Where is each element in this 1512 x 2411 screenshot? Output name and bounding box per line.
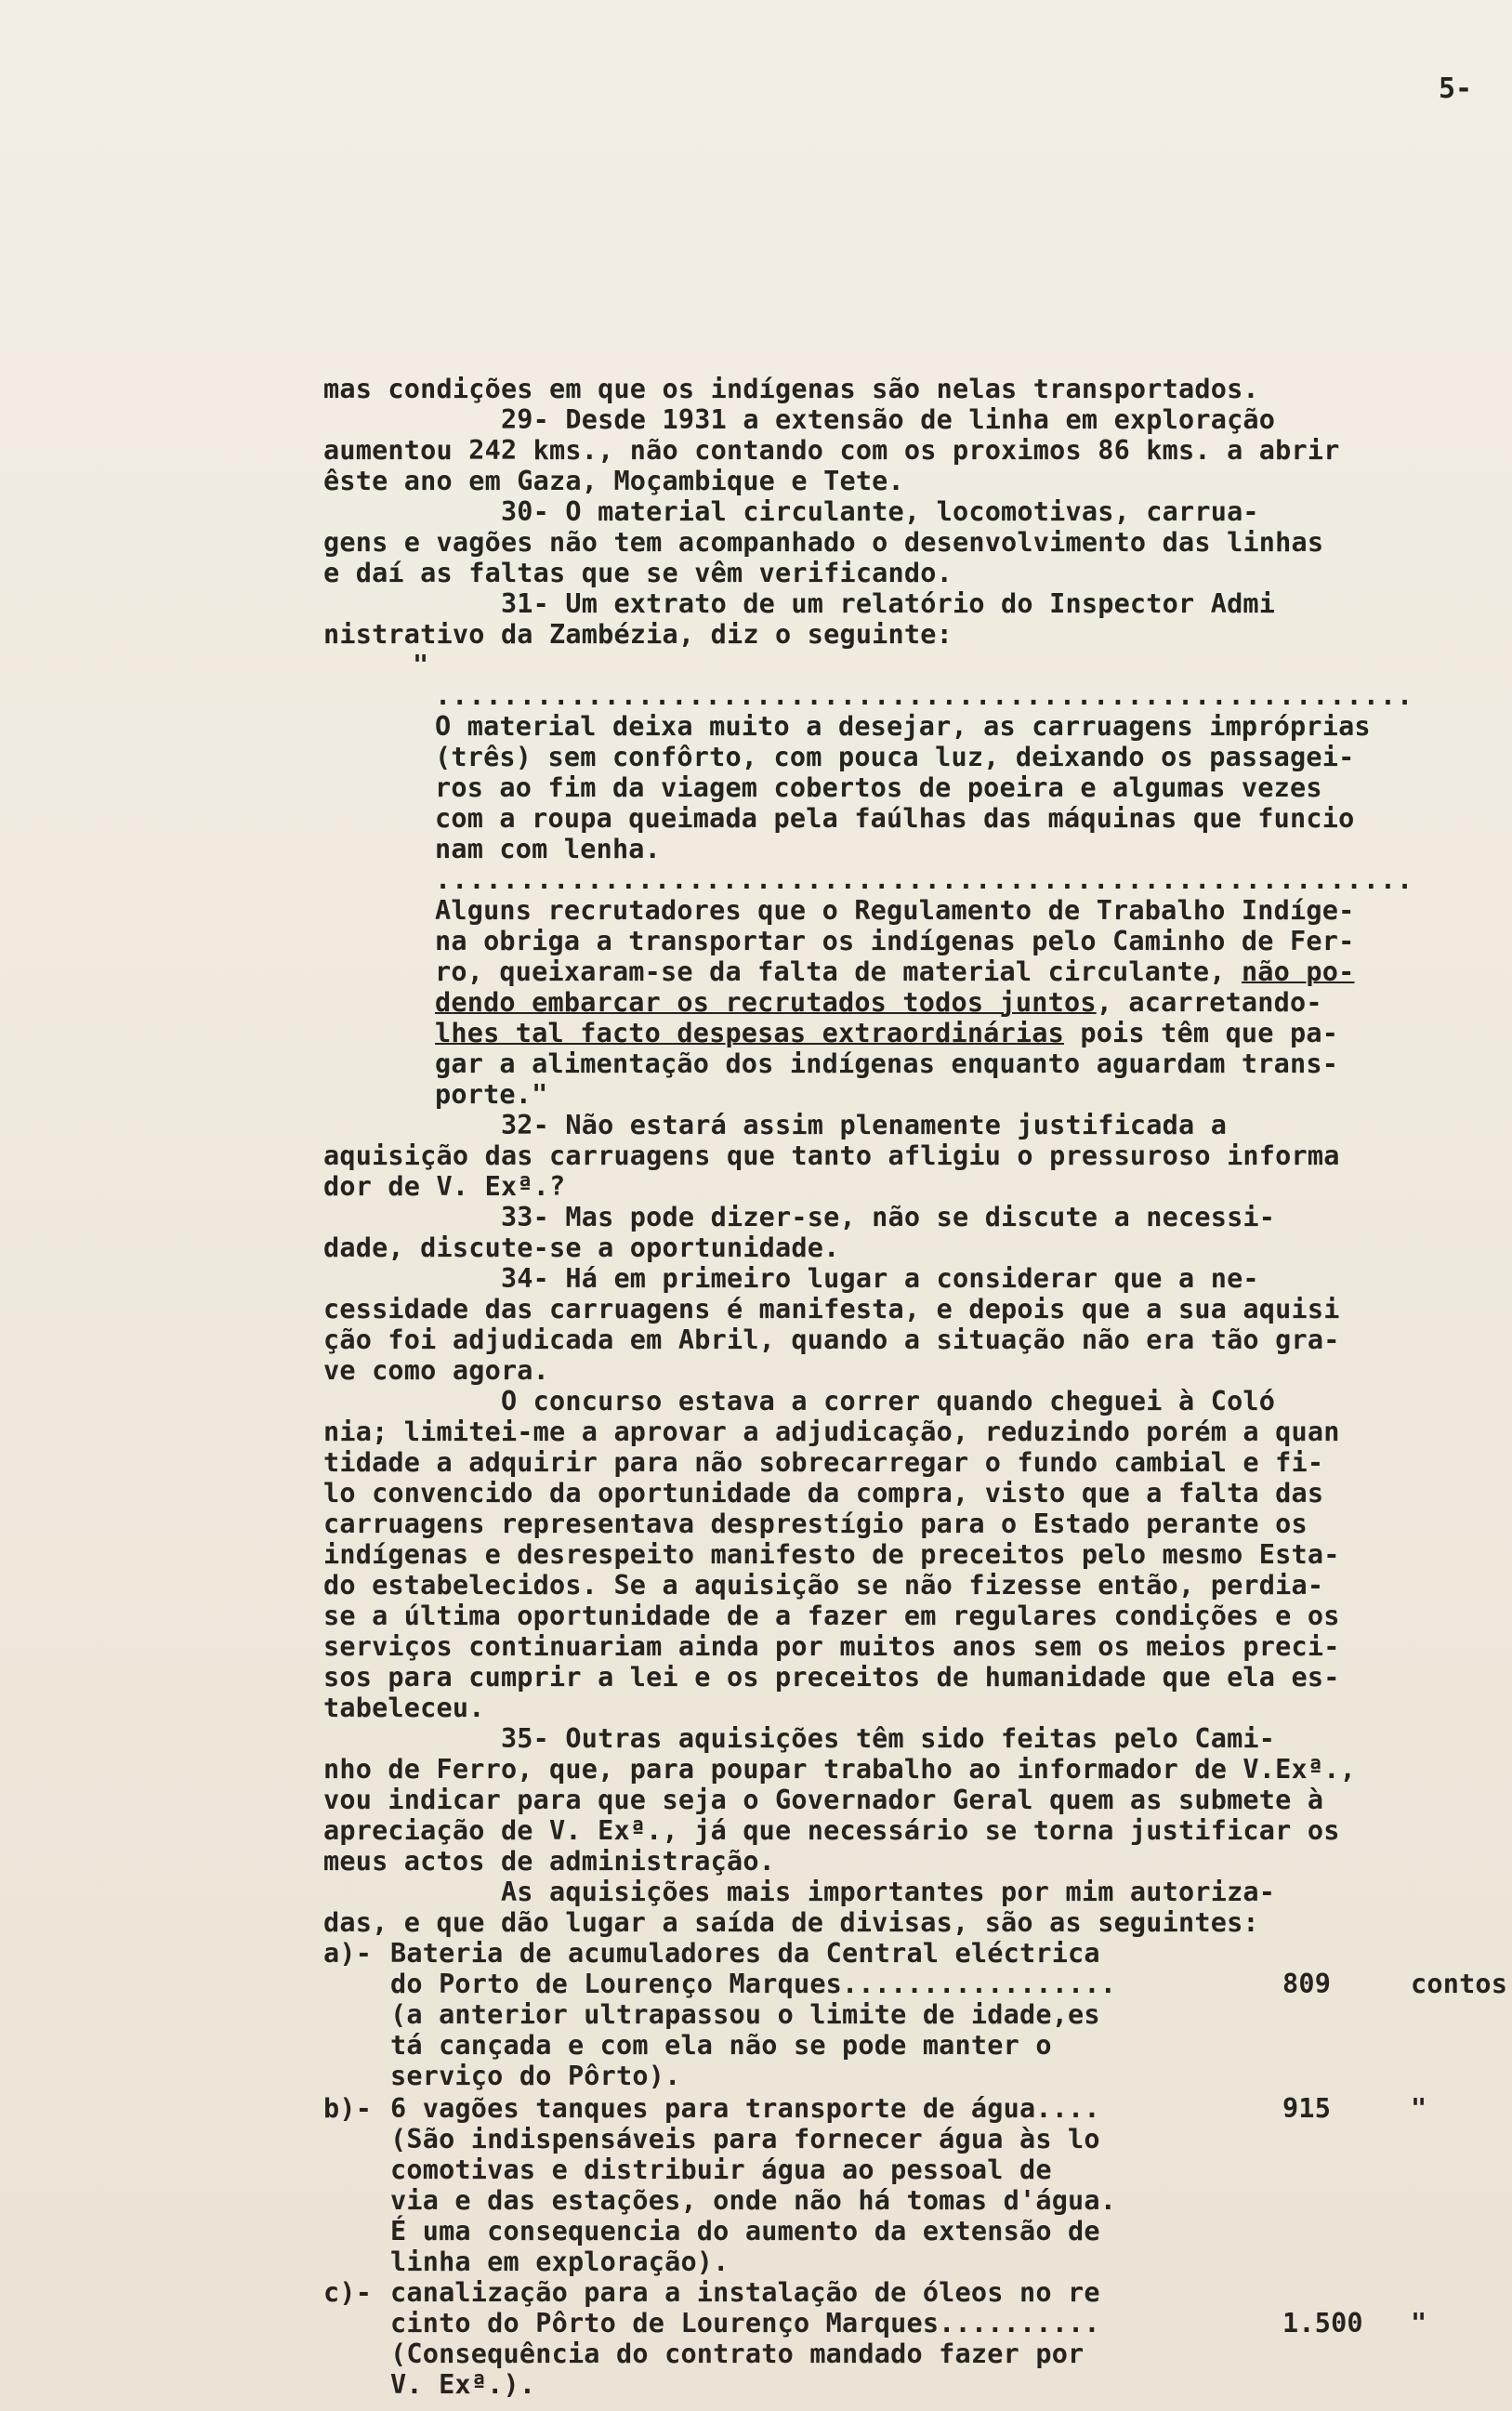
item-note: (a anterior ultrapassou o limite de idade,es [390,1999,1100,2030]
page-number: 5- [1439,72,1473,105]
body-text [323,374,1508,2400]
item-note: tá cançada e com ela não se pode manter o [390,2030,1052,2061]
item-value: 915 [1282,2093,1332,2124]
text-line: vou indicar para que seja o Governador Geral quem as submete à [323,1785,1324,1815]
ellipsis-line: .......................................................... [435,680,1414,711]
text-line: serviços continuariam ainda por muitos anos sem os meios preci- [323,1631,1340,1662]
text-line: ve como agora. [323,1355,550,1386]
item-unit: contos [1411,1969,1508,1999]
acquisition-item-c [323,2277,1504,2308]
text-line: As aquisições mais importantes por mim autoriza- [323,1877,1276,1907]
item-description: canalização para a instalação de óleos no re [390,2277,1100,2308]
underlined-text: não po- [1241,956,1355,987]
item-note: É uma consequencia do aumento da extensão de [390,2216,1100,2246]
text-line: cessidade das carruagens é manifesta, e depois que a sua aquisi [323,1294,1340,1324]
acquisition-item-c-amount [323,2308,1504,2339]
text-line: nistrativo da Zambézia, diz o seguinte: [323,619,953,650]
text-line: dor de V. Exª.? [323,1171,566,1202]
text-line: aquisição das carruagens que tanto afligiu o pressuroso informa [323,1140,1340,1171]
item-label: b)- [323,2093,373,2124]
quote-line: nam com lenha. [435,834,662,864]
quote-line: na obriga a transportar os indígenas pelo Caminho de Fer- [435,926,1355,956]
text-line: 34- Há em primeiro lugar a considerar que a ne- [323,1263,1259,1294]
text-line: 35- Outras aquisições têm sido feitas pelo Cami- [323,1723,1276,1754]
item-label: a)- [323,1938,373,1969]
text-line: 33- Mas pode dizer-se, não se discute a necessi- [323,1202,1276,1232]
item-description: cinto do Pôrto de Lourenço Marques.......... [390,2308,1100,2339]
item-value: 1.500 [1282,2308,1363,2339]
text-line: indígenas e desrespeito manifesto de preceitos pelo mesmo Esta- [323,1539,1340,1570]
quote-line: ros ao fim da viagem cobertos de poeira e algumas vezes [435,772,1322,803]
acquisition-item-a-amount [323,1969,1508,1999]
item-note: linha em exploração). [390,2246,730,2277]
quote-open: " [413,650,429,680]
quoted-report [323,650,1504,1110]
text-line: nia; limitei-me a aprovar a adjudicação, reduzindo porém a quan [323,1416,1340,1447]
item-note: (São indispensáveis para fornecer água às lo [390,2124,1100,2154]
quote-line [323,987,1504,1018]
text-line: do estabelecidos. Se a aquisição se não fizesse então, perdia- [323,1570,1324,1601]
quote-line: com a roupa queimada pela faúlhas das máquinas que funcio [435,803,1355,834]
quote-line [323,956,1504,987]
item-unit: " [1411,2093,1427,2124]
text-line: êste ano em Gaza, Moçambique e Tete. [323,466,904,496]
quote-text: ro, queixaram-se da falta de material circulante, [435,956,1242,987]
item-note: V. Exª.). [390,2369,536,2400]
quote-line: (três) sem confôrto, com pouca luz, deixando os passagei- [435,742,1355,772]
item-value: 809 [1282,1969,1332,1999]
text-line: carruagens representava desprestígio para o Estado perante os [323,1509,1308,1539]
text-line: 29- Desde 1931 a extensão de linha em exploração [323,404,1276,435]
item-note: serviço do Pôrto). [390,2061,681,2091]
text-line: aumentou 242 kms., não contando com os proximos 86 kms. a abrir [323,435,1340,466]
item-description: Bateria de acumuladores da Central eléctrica [390,1938,1100,1969]
text-line: lo convencido da oportunidade da compra, visto que a falta das [323,1478,1324,1509]
text-line: das, e que dão lugar a saída de divisas, são as seguintes: [323,1907,1259,1938]
quote-line: O material deixa muito a desejar, as carruagens impróprias [435,711,1371,742]
text-line: O concurso estava a correr quando cheguei à Coló [323,1386,1276,1416]
acquisition-item-b [323,2093,1504,2124]
item-label: c)- [323,2277,373,2308]
text-line: 32- Não estará assim plenamente justificada a [323,1110,1228,1140]
text-line: meus actos de administração. [323,1846,776,1877]
item-unit: " [1411,2308,1427,2339]
text-line: e daí as faltas que se vêm verificando. [323,558,953,588]
item-note: comotivas e distribuir água ao pessoal de [390,2154,1052,2185]
quote-text: , acarretando- [1096,987,1322,1018]
text-line: sos para cumprir a lei e os preceitos de humanidade que ela es- [323,1662,1340,1693]
quote-line: porte." [435,1079,548,1110]
quote-line [323,1018,1504,1048]
text-line: 31- Um extrato de um relatório do Inspector Admi [323,588,1276,619]
item-note: via e das estações, onde não há tomas d'água. [390,2185,1117,2216]
quote-text: pois têm que pa- [1063,1018,1339,1048]
quote-line: Alguns recrutadores que o Regulamento de Trabalho Indíge- [435,895,1355,926]
text-line: nho de Ferro, que, para poupar trabalho ao informador de V.Exª., [323,1754,1356,1785]
underlined-text: lhes tal facto despesas extraordinárias [435,1018,1064,1048]
text-line: tidade a adquirir para não sobrecarregar o fundo cambial e fi- [323,1447,1324,1478]
text-line: ção foi adjudicada em Abril, quando a situação não era tão gra- [323,1324,1340,1355]
acquisition-item-a [323,1938,1504,1969]
underlined-text: dendo embarcar os recrutados todos juntos [435,987,1097,1018]
text-line: apreciação de V. Exª., já que necessário se torna justificar os [323,1815,1340,1846]
text-line: dade, discute-se a oportunidade. [323,1232,840,1263]
item-description: 6 vagões tanques para transporte de água.... [390,2093,1100,2124]
text-line: mas condições em que os indígenas são nelas transportados. [323,374,1259,404]
ellipsis-line: .......................................................... [435,864,1414,895]
item-description: do Porto de Lourenço Marques................. [390,1969,1117,1999]
text-line: se a última oportunidade de a fazer em regulares condições e os [323,1601,1340,1631]
text-line: gens e vagões não tem acompanhado o desenvolvimento das linhas [323,527,1324,558]
text-line: 30- O material circulante, locomotivas, carrua- [323,496,1259,527]
quote-line: gar a alimentação dos indígenas enquanto aguardam trans- [435,1048,1339,1079]
text-line: tabeleceu. [323,1693,485,1723]
item-note: (Consequência do contrato mandado fazer por [390,2339,1085,2369]
